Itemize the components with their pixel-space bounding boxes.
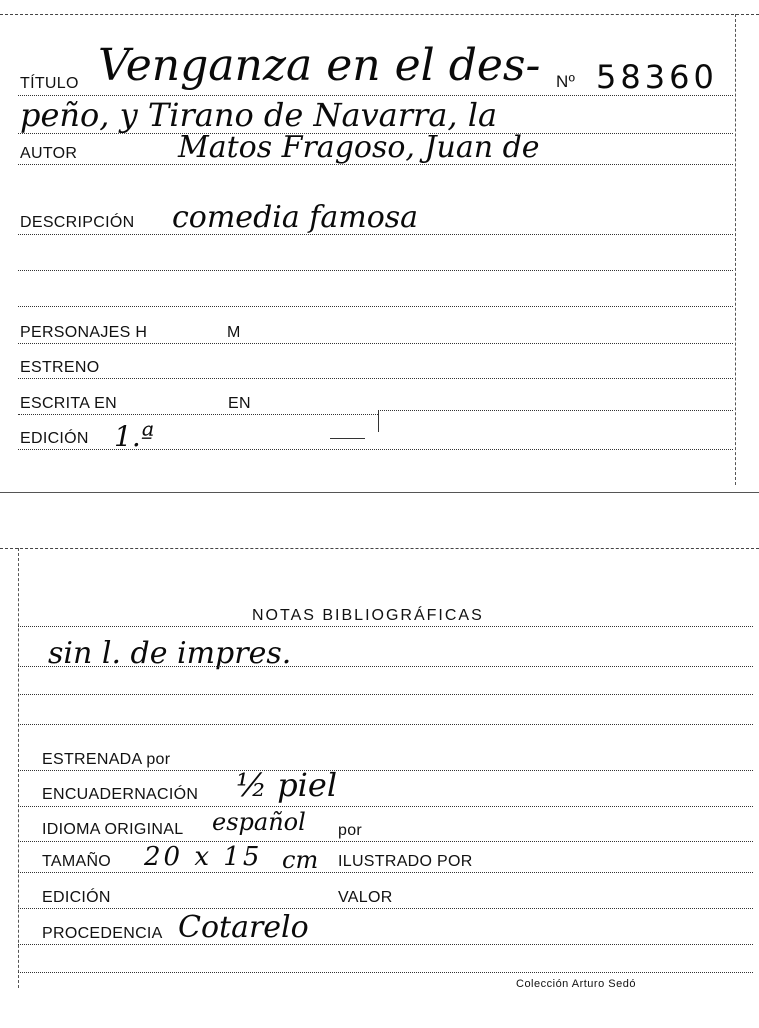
estreno-label: ESTRENO (20, 359, 100, 376)
personajes-rule (18, 343, 733, 344)
escrita-en-label: EN (228, 395, 251, 412)
descripcion-value: comedia famosa (172, 200, 419, 235)
autor-value: Matos Fragoso, Juan de (178, 130, 540, 165)
blank-rule-back (18, 972, 753, 973)
estrenada-label: ESTRENADA por (42, 751, 171, 768)
catalog-card-front (0, 0, 759, 495)
escrita-rule (18, 414, 378, 415)
tamano-unit: cm (282, 846, 319, 874)
procedencia-rule (18, 944, 753, 945)
idioma-label: IDIOMA ORIGINAL (42, 821, 184, 838)
numero-value: 58360 (596, 58, 718, 96)
card-notch-mark (378, 410, 379, 432)
edicion-label: EDICIÓN (20, 430, 89, 447)
tamano-value: 20 x 15 (144, 842, 263, 872)
blank-rule-1 (18, 270, 733, 271)
card-bottom-edge (0, 492, 759, 493)
encuadernacion-rule (18, 806, 753, 807)
edicion-valor-rule (18, 908, 753, 909)
encuadernacion-label: ENCUADERNACIÓN (42, 786, 199, 803)
notas-value: sin l. de impres. (48, 636, 292, 671)
idioma-rule (18, 841, 753, 842)
idioma-por-label: por (338, 822, 363, 839)
numero-label: Nº (556, 72, 576, 91)
personajes-m-label: M (227, 324, 241, 341)
escrita-rule-right (378, 410, 733, 411)
descripcion-rule (18, 234, 733, 235)
titulo-label: TÍTULO (20, 75, 79, 92)
notas-rule-2 (18, 666, 753, 667)
notas-rule-1 (18, 626, 753, 627)
card-right-edge (735, 14, 736, 485)
descripcion-label: DESCRIPCIÓN (20, 214, 135, 231)
back-edicion-label: EDICIÓN (42, 889, 111, 906)
stray-ink-mark (330, 438, 365, 439)
edicion-rule (18, 449, 733, 450)
edicion-value: 1.ª (114, 420, 155, 453)
titulo-value-line1: Venganza en el des- (98, 40, 541, 91)
tamano-label: TAMAÑO (42, 853, 112, 870)
personajes-label: PERSONAJES H (20, 324, 148, 341)
notas-rule-3 (18, 694, 753, 695)
encuadernacion-value: ½ piel (236, 766, 338, 804)
card-top-edge (0, 548, 759, 549)
notas-heading: NOTAS BIBLIOGRÁFICAS (252, 607, 484, 624)
blank-rule-2 (18, 306, 733, 307)
catalog-card-back (0, 540, 759, 1028)
procedencia-value: Cotarelo (178, 910, 309, 945)
procedencia-label: PROCEDENCIA (42, 925, 163, 942)
collection-footer: Colección Arturo Sedó (516, 978, 636, 990)
notas-rule-4 (18, 724, 753, 725)
escrita-label: ESCRITA EN (20, 395, 117, 412)
estreno-rule (18, 378, 733, 379)
titulo-value-line2: peño, y Tirano de Navarra, la (20, 96, 498, 134)
tamano-rule (18, 872, 753, 873)
card-left-edge (18, 548, 19, 988)
estrenada-rule (18, 770, 753, 771)
autor-label: AUTOR (20, 145, 78, 162)
card-top-edge (0, 14, 759, 15)
valor-label: VALOR (338, 889, 393, 906)
idioma-value: español (212, 808, 306, 836)
ilustrado-label: ILUSTRADO POR (338, 853, 473, 870)
autor-rule (18, 164, 733, 165)
